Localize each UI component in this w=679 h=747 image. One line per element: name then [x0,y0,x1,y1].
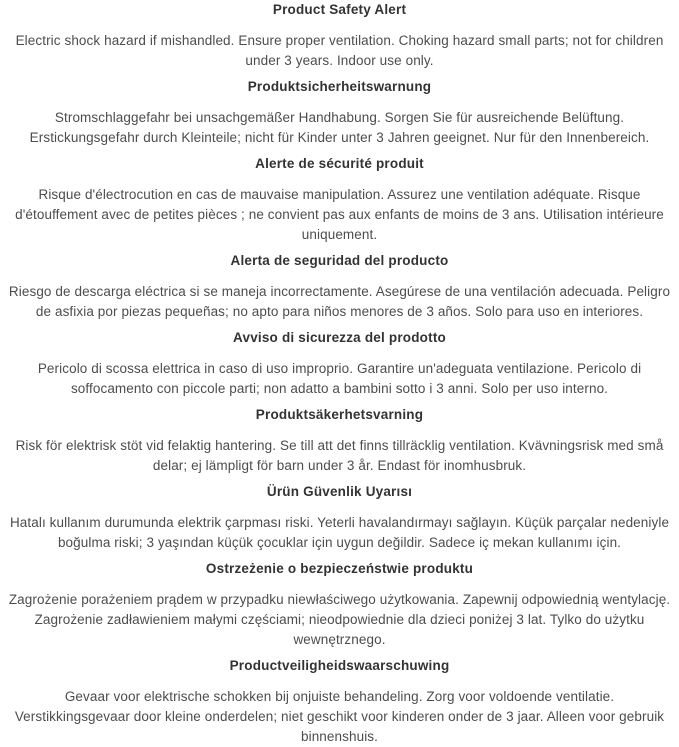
section-body: Zagrożenie porażeniem prądem w przypadku niewłaściwego użytkowania. Zapewnij odpowiednią wentylację. Zagrożenie zadławieniem małymi częściami; nieodpowiednie dla dzieci poniżej 3 lat. Tylko do użytku wewnętrznego. [8,592,671,647]
safety-section-en [7,2,672,71]
safety-section-de [7,79,672,148]
section-heading: Alerta de seguridad del producto [230,253,449,268]
section-heading: Ürün Güvenlik Uyarısı [266,484,413,499]
safety-section-es [7,253,672,322]
safety-section-it [7,330,672,399]
section-body: Electric shock hazard if mishandled. Ensure proper ventilation. Choking hazard small parts; not for children under 3 years. Indoor use only. [15,33,664,68]
section-body: Gevaar voor elektrische schokken bij onjuiste behandeling. Zorg voor voldoende ventilatie. Verstikkingsgevaar door kleine onderdelen; niet geschikt voor kinderen onder de 3 jaar. Alleen voor gebruik binnenshuis. [14,689,665,744]
section-body: Hatalı kullanım durumunda elektrik çarpması riski. Yeterli havalandırmayı sağlayın. Küçük parçalar nedeniyle boğulma riski; 3 yaşından küçük çocuklar için uygun değildir. Sadece iç mekan kullanımı için. [9,515,670,550]
safety-section-tr [7,484,672,553]
section-body: Stromschlaggefahr bei unsachgemäßer Handhabung. Sorgen Sie für ausreichende Belüftung. Erstickungsgefahr durch Kleinteile; nicht für Kinder unter 3 Jahren geeignet. Nur für den Innenbereich. [29,110,650,145]
section-body: Riesgo de descarga eléctrica si se maneja incorrectamente. Asegúrese de una ventilación adecuada. Peligro de asfixia por piezas pequeñas; no apto para niños menores de 3 años. Solo para uso en interiores. [8,284,671,319]
section-heading: Ostrzeżenie o bezpieczeństwie produktu [205,561,474,576]
safety-section-nl [7,658,672,747]
section-heading: Produktsicherheitswarnung [247,79,432,94]
safety-sections [7,2,672,747]
section-heading: Produktsäkerhetsvarning [255,407,424,422]
section-heading: Product Safety Alert [272,2,407,17]
safety-section-sv [7,407,672,476]
section-heading: Avviso di sicurezza del prodotto [233,330,446,345]
section-body: Pericolo di scossa elettrica in caso di uso improprio. Garantire un'adeguata ventilazione. Pericolo di soffocamento con piccole parti; non adatto a bambini sotto i 3 anni. Solo per uso interno. [37,361,642,396]
section-heading: Productveiligheidswaarschuwing [229,658,450,673]
section-body: Risque d'électrocution en cas de mauvaise manipulation. Assurez une ventilation adéquate. Risque d'étouffement avec de petites pièces ; ne convient pas aux enfants de moins de 3 ans. Utilisation intérieure uniquement. [15,187,664,242]
safety-section-pl [7,561,672,650]
section-heading: Alerte de sécurité produit [255,156,424,171]
section-body: Risk för elektrisk stöt vid felaktig hantering. Se till att det finns tillräcklig ventilation. Kvävningsrisk med små delar; ej lämpligt för barn under 3 år. Endast för inomhusbruk. [15,438,664,473]
safety-section-fr [7,156,672,245]
